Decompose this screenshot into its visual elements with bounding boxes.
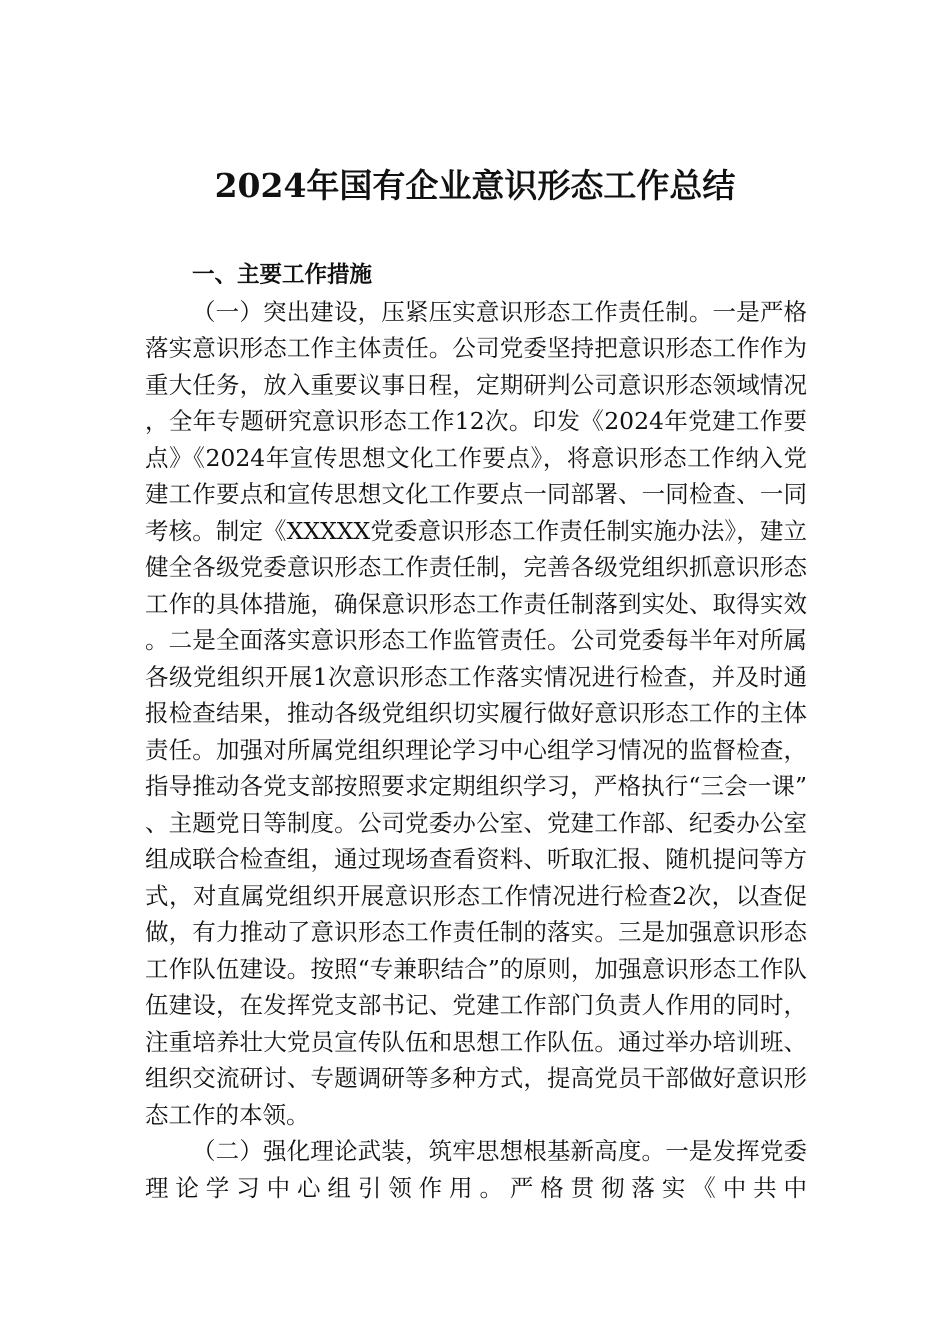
document-body (145, 257, 807, 1206)
paragraph-1: （一）突出建设，压紧压实意识形态工作责任制。一是严格落实意识形态工作主体责任。公司党委坚持把意识形态工作作为重大任务，放入重要议事日程，定期研判公司意识形态领域情况，全年专题研究意识形态工作12次。印发《2024年党建工作要点》《2024年宣传思想文化工作要点》，将意识形态工作纳入党建工作要点和宣传思想文化工作要点一同部署、一同检查、一同考核。制定《XXXXX党委意识形态工作责任制实施办法》，建立健全各级党委意识形态工作责任制，完善各级党组织抓意识形态工作的具体措施，确保意识形态工作责任制落到实处、取得实效。二是全面落实意识形态工作监管责任。公司党委每半年对所属各级党组织开展1次意识形态工作落实情况进行检查，并及时通报检查结果，推动各级党组织切实履行做好意识形态工作的主体责任。加强对所属党组织理论学习中心组学习情况的监督检查，指导推动各党支部按照要求定期组织学习，严格执行“三会一课”、主题党日等制度。公司党委办公室、党建工作部、纪委办公室组成联合检查组，通过现场查看资料、听取汇报、随机提问等方式，对直属党组织开展意识形态工作情况进行检查2次，以查促做，有力推动了意识形态工作责任制的落实。三是加强意识形态工作队伍建设。按照“专兼职结合”的原则，加强意识形态工作队伍建设，在发挥党支部书记、党建工作部门负责人作用的同时，注重培养壮大党员宣传队伍和思想工作队伍。通过举办培训班、组织交流研讨、专题调研等多种方式，提高党员干部做好意识形态工作的本领。 (145, 297, 807, 1129)
document-title: 2024年国有企业意识形态工作总结 (214, 166, 736, 205)
paragraph-2: （二）强化理论武装，筑牢思想根基新高度。一是发挥党委理论学习中心组引领作用。严格贯彻落实《中共中 (145, 1137, 807, 1202)
section-heading: 一、主要工作措施 (192, 262, 373, 288)
